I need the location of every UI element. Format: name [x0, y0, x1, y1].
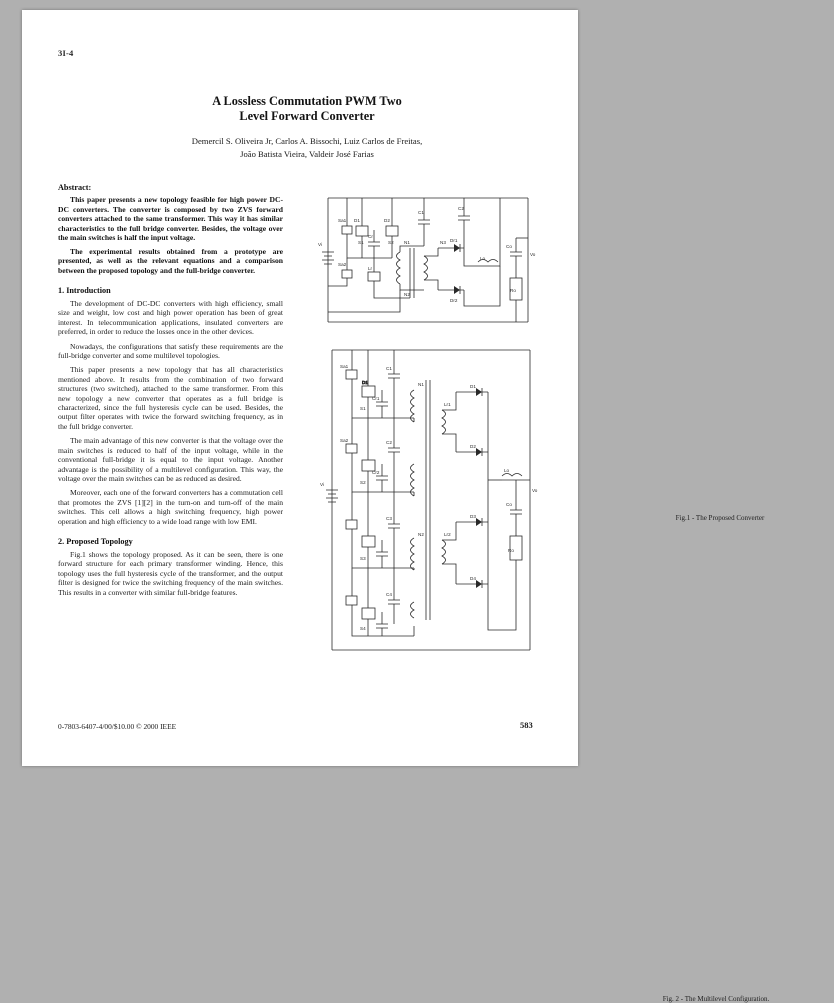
svg-text:N1: N1 — [404, 240, 410, 245]
svg-text:Sa2: Sa2 — [338, 262, 347, 267]
author-list — [92, 135, 522, 161]
page-header-code: 3I-4 — [58, 48, 74, 58]
svg-text:S2: S2 — [388, 240, 394, 245]
svg-text:Sa1: Sa1 — [338, 218, 347, 223]
author-line-2: João Batista Vieira, Valdeir José Farias — [240, 149, 374, 159]
paragraph: Nowadays, the configurations that satisfy these requirements are the full-bridge converter and some multilevel topologies. — [58, 341, 283, 361]
page-title — [142, 94, 472, 124]
abstract-heading: Abstract: — [58, 183, 92, 192]
figure-1-caption: Fig.1 - The Proposed Converter — [675, 514, 765, 522]
figure-1-drawing — [314, 186, 542, 334]
author-line-1: Demercil S. Oliveira Jr, Carlos A. Bissochi, Luiz Carlos de Freitas, — [191, 136, 423, 146]
svg-text:D3: D3 — [470, 514, 476, 519]
svg-text:C1: C1 — [418, 210, 424, 215]
svg-text:D2: D2 — [470, 444, 476, 449]
svg-text:Vo: Vo — [530, 252, 536, 257]
paper-page — [22, 10, 770, 1003]
svg-text:Dr2: Dr2 — [450, 298, 458, 303]
svg-text:Cr: Cr — [368, 234, 373, 239]
svg-text:Lo: Lo — [504, 468, 510, 473]
svg-text:N3: N3 — [440, 240, 446, 245]
svg-text:Vo: Vo — [532, 488, 538, 493]
svg-text:Ro: Ro — [510, 288, 516, 293]
svg-text:S2: S2 — [360, 480, 366, 485]
page-footer-copyright: 0-7803-6407-4/00/$10.00 © 2000 IEEE — [58, 722, 177, 731]
svg-text:D1: D1 — [354, 218, 360, 223]
svg-text:Sa2: Sa2 — [340, 438, 349, 443]
paragraph: The development of DC-DC converters with high efficiency, small size and weight, low cost and high power operation has been of great interest. In telecommunication applications, insulated converters are preferred, in order to reduce the losses once in the other devices. — [58, 299, 283, 337]
svg-text:C1: C1 — [386, 366, 392, 371]
svg-text:C4: C4 — [386, 592, 392, 597]
svg-text:S4: S4 — [360, 626, 366, 631]
svg-text:Co: Co — [506, 244, 512, 249]
svg-text:D1: D1 — [470, 384, 476, 389]
paragraph: This paper presents a new topology that has all characteristics mentioned above. It results from the combination of two forward structures (two switched), attached to the same transformer. From this new topology a new converter that operates as a full bridge is characterized, since the full hysteresis cycle can be used. Besides, the output filter operates with twice the forward switching frequency, as in the full bridge converter. — [58, 365, 283, 431]
abstract-paragraph: This paper presents a new topology feasible for high power DC-DC converters. The converter is composed by two ZVS forward converters attached to the same transformer. This way it has similar characteristics to the full bridge converter. Besides, the voltage over the main switches is half the input voltage. — [58, 195, 283, 242]
svg-text:Vi: Vi — [318, 242, 323, 247]
svg-text:D1: D1 — [362, 380, 368, 385]
figure-2-caption: Fig. 2 - The Multilevel Configuration. — [662, 995, 770, 1003]
section-heading-proposed-topology: 2. Proposed Topology — [58, 536, 133, 546]
svg-text:Co: Co — [506, 502, 512, 507]
paragraph: Fig.1 shows the topology proposed. As it can be seen, there is one forward structure for each primary transformer winding. Hence, this topology uses the full hysteresis cycle of the transformer, and the output filter is designed for twice the switching frequency of the main switches. This results in a converter with similar full-bridge features. — [58, 549, 283, 597]
column-left — [58, 183, 283, 602]
svg-text:N1: N1 — [418, 382, 424, 387]
svg-text:C3: C3 — [386, 516, 392, 521]
svg-text:C2: C2 — [386, 440, 392, 445]
svg-text:D2: D2 — [384, 218, 390, 223]
svg-text:S3: S3 — [360, 556, 366, 561]
svg-text:S1: S1 — [358, 240, 364, 245]
title-line-1: A Lossless Commutation PWM Two — [212, 94, 402, 108]
paper-content — [22, 10, 770, 1003]
svg-text:N2: N2 — [418, 532, 424, 537]
svg-text:Lr1: Lr1 — [444, 402, 451, 407]
svg-text:D4: D4 — [470, 576, 476, 581]
paragraph: The main advantage of this new converter is that the voltage over the main switches is reduced to half of the input voltage, while in the conventional full-bridge it is equal to the input voltage. Another advantage is the possibility of a multilevel configuration. This way, the voltage over the main switches can be as reduced as desired. — [58, 436, 283, 483]
svg-text:Cr2: Cr2 — [372, 470, 380, 475]
svg-text:Dr1: Dr1 — [450, 238, 458, 243]
title-line-2: Level Forward Converter — [239, 109, 375, 123]
svg-text:Ro: Ro — [508, 548, 514, 553]
page-number: 583 — [520, 720, 533, 730]
svg-text:Lr: Lr — [368, 266, 373, 271]
abstract-paragraph: The experimental results obtained from a prototype are presented, as well as the relevant equations and a comparison between the proposed topology and the full-bridge converter. — [58, 246, 283, 275]
svg-text:Lo: Lo — [480, 256, 486, 261]
figure-2-drawing — [310, 340, 546, 662]
svg-text:S1: S1 — [360, 406, 366, 411]
svg-text:C2: C2 — [458, 206, 464, 211]
paragraph: Moreover, each one of the forward converters has a commutation cell that promotes the ZVS [1][2] in the turn-on and turn-off of the main switches. This cell allows a high switching frequency, high power operation and high efficiency to a wide load range with low EMI. — [58, 488, 283, 526]
section-heading-introduction: 1. Introduction — [58, 286, 111, 295]
svg-text:Sa1: Sa1 — [340, 364, 349, 369]
svg-text:Cr1: Cr1 — [372, 396, 380, 401]
svg-text:Vi: Vi — [320, 482, 325, 487]
svg-text:N2: N2 — [404, 292, 410, 297]
svg-text:Lr2: Lr2 — [444, 532, 451, 537]
